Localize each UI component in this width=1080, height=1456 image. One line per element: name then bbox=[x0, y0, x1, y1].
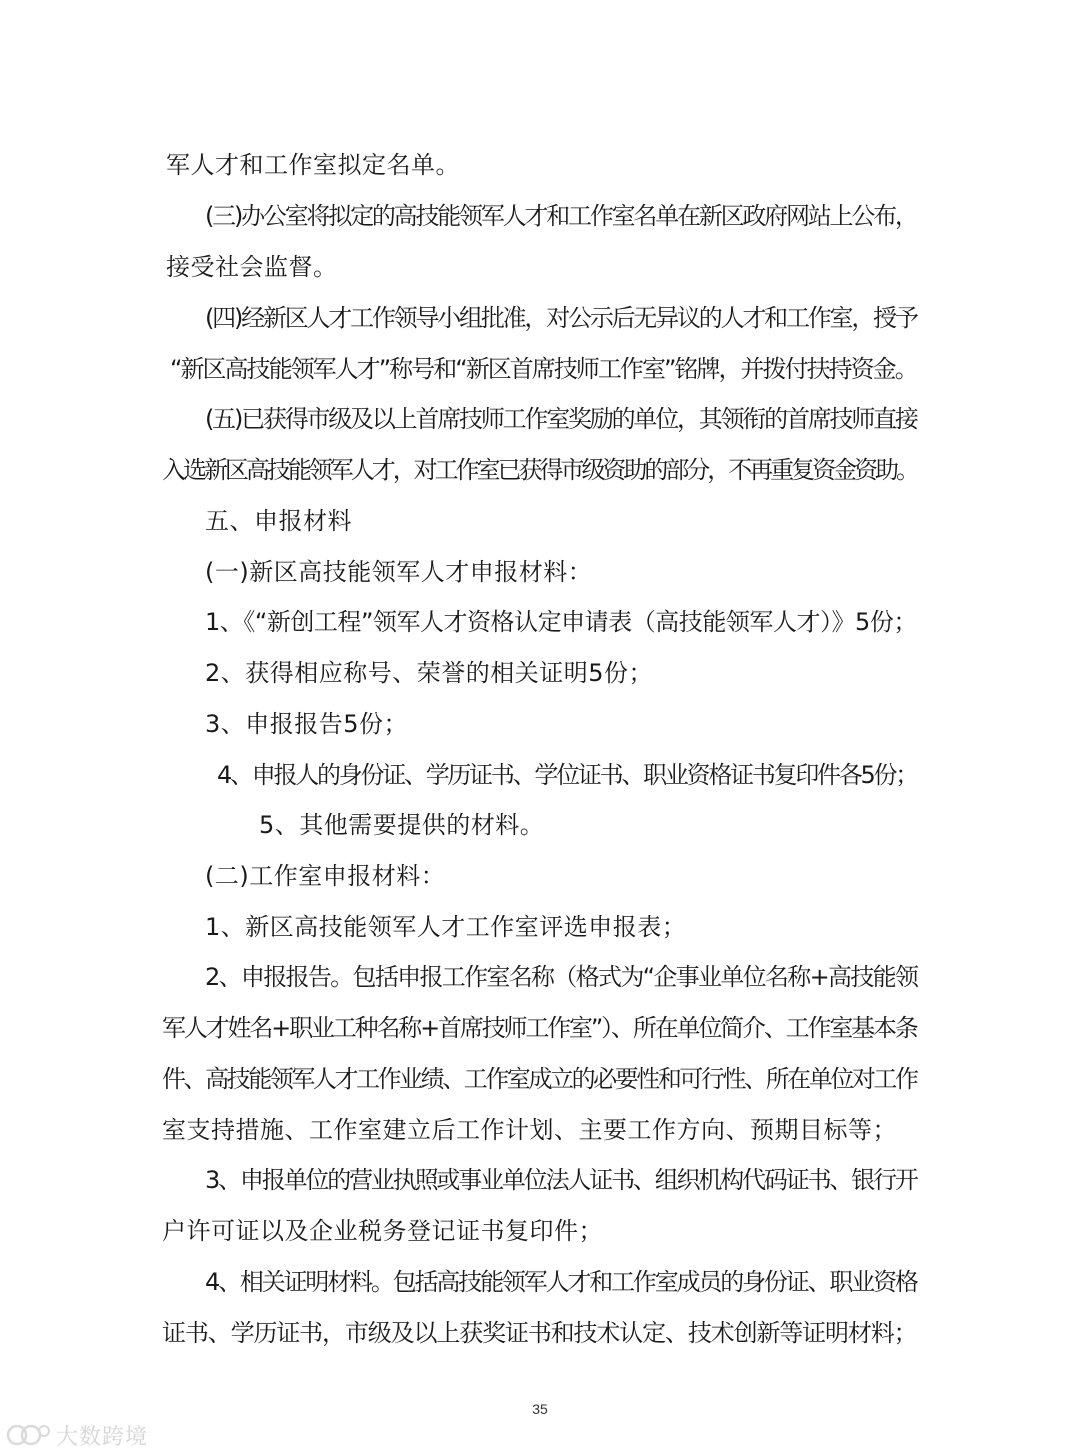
logo-icon bbox=[6, 1422, 52, 1448]
text-line: 五、申报材料 bbox=[205, 507, 352, 535]
text-line: 1、新区高技能领军人才工作室评选申报表； bbox=[205, 913, 687, 941]
text-line: 接受社会监督。 bbox=[166, 253, 338, 281]
text-line: 军人才和工作室拟定名单。 bbox=[166, 151, 460, 179]
text-line: 3、申报单位的营业执照或事业单位法人证书、组织机构代码证书、银行开 bbox=[205, 1166, 917, 1194]
text-line: “新区高技能领军人才”称号和“新区首席技师工作室”铭牌，并拨付扶持资金。 bbox=[170, 355, 917, 383]
page-number: 35 bbox=[532, 1401, 548, 1417]
text-line: 3、申报报告5份； bbox=[205, 710, 409, 738]
text-line: 件、高技能领军人才工作业绩、工作室成立的必要性和可行性、所在单位对工作 bbox=[162, 1065, 917, 1093]
text-line: 入选新区高技能领军人才，对工作室已获得市级资助的部分，不再重复资金资助。 bbox=[162, 456, 917, 484]
text-line: 4、申报人的身份证、学历证书、学位证书、职业资格证书复印件各5份； bbox=[217, 761, 918, 789]
text-line: (二)工作室申报材料： bbox=[205, 862, 446, 890]
text-line: 2、获得相应称号、荣誉的相关证明5份； bbox=[205, 659, 654, 687]
text-line: (五)已获得市级及以上首席技师工作室奖励的单位，其领衔的首席技师直接 bbox=[205, 405, 917, 433]
text-line: (四)经新区人才工作领导小组批准，对公示后无异议的人才和工作室，授予 bbox=[205, 304, 917, 332]
text-line: (一)新区高技能领军人才申报材料： bbox=[205, 558, 593, 586]
watermark-text: 大数跨境 bbox=[56, 1424, 149, 1450]
text-line: 室支持措施、工作室建立后工作计划、主要工作方向、预期目标等； bbox=[162, 1116, 897, 1144]
text-line: 2、申报报告。包括申报工作室名称（格式为“企事业单位名称+高技能领 bbox=[205, 963, 918, 991]
text-line: 证书、学历证书，市级及以上获奖证书和技术认定、技术创新等证明材料； bbox=[162, 1319, 917, 1347]
text-line: 户许可证以及企业税务登记证书复印件； bbox=[162, 1217, 603, 1245]
text-line: (三)办公室将拟定的高技能领军人才和工作室名单在新区政府网站上公布， bbox=[205, 202, 917, 230]
text-line: 军人才姓名+职业工种名称+首席技师工作室”）、所在单位简介、工作室基本条 bbox=[162, 1014, 917, 1042]
text-line: 1、《“新创工程”领军人才资格认定申请表（高技能领军人才）》5份； bbox=[205, 608, 917, 636]
text-line: 5、其他需要提供的材料。 bbox=[259, 811, 545, 839]
watermark bbox=[6, 1420, 148, 1450]
text-line: 4、相关证明材料。包括高技能领军人才和工作室成员的身份证、职业资格 bbox=[205, 1268, 917, 1296]
